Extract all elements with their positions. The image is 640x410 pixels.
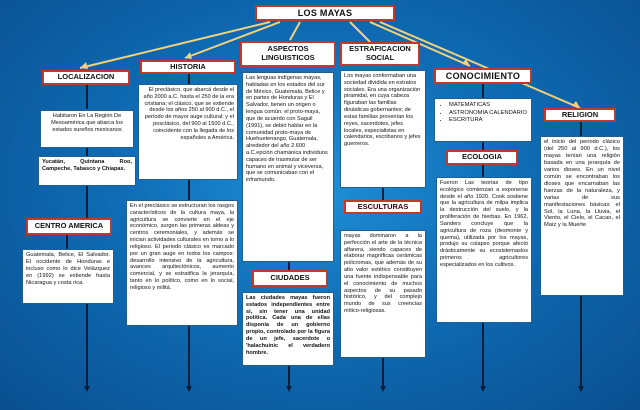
- ecologia-line: [482, 165, 484, 177]
- esculturas-header-text: ESCULTURAS: [357, 201, 409, 211]
- main-title: [255, 5, 395, 21]
- ciudades-box: [242, 292, 334, 366]
- ecologia-box: [436, 177, 532, 323]
- conocimiento-line-2: [482, 142, 484, 150]
- historia-header: [140, 60, 236, 74]
- aspectos-box: [242, 72, 334, 262]
- religion-header-text: RELIGION: [561, 109, 599, 119]
- ecologia-arrow-head: [480, 386, 486, 392]
- conocimiento-item: • ESCRITURA: [449, 117, 527, 125]
- historia-header-text: HISTORIA: [170, 61, 206, 71]
- esculturas-text: mayas dominaron a la perfección el arte de la técnica alfarera, siendo capaces de elaborar magníficas cerámicas policromas, que además de su alto valor estético constituyen una fuente indispensable para el conocimiento de muchos aspectos de su pasado histórico, y del complejo mundo de sus creencias mítico-religiosas.: [344, 233, 422, 314]
- conocimiento-line: [482, 84, 484, 98]
- connector-estrafic: [350, 22, 370, 42]
- aspectos-line: [288, 262, 290, 270]
- conocimiento-header: [434, 68, 532, 84]
- main-title-text: LOS MAYAS: [297, 7, 353, 18]
- historia-p2-text: En el preclásico se estructuran los rasgos característicos de la cultura maya, la agricultura se convierte en el eje económico, surgen las primeras aldeas y centros ceremoniales, y además se inician actividades culturales en torno a lo religioso. El periodo clásico es marcado por un gran auge en todos los campos: desarrollo intensivo de la agricultura, avances arquitectónicos, aumento comercial, y se estratifica la jerarquía, tanto en lo político, como en lo social, religioso y militá.: [130, 203, 234, 291]
- localizacion-line-3: [86, 186, 88, 218]
- estrafic-line: [382, 188, 384, 200]
- ciudades-arrow-line: [288, 366, 290, 388]
- arrowhead-historia: [185, 52, 192, 59]
- estrafic-box: [340, 70, 426, 188]
- centro-america-text: Guatemala, Belice, El Salvador. El occidente de Honduras e incluso como lo dice Velázquez en (1992) se extiende hasta Nicaragua y costa rica.: [26, 252, 110, 286]
- historia-p2-box: [126, 200, 238, 326]
- esculturas-arrow-line: [382, 358, 384, 388]
- religion-arrow-line: [580, 296, 582, 388]
- aspectos-text: Las lenguas indígenas mayas, habladas en los estados del sur de México, Guatemala, Belice y en partes de Honduras y El Salvador, tienen un origen o lengua común: el proto-maya, que de acuerdo con Saguil (1991), se debió hablar en la comunidad proto-maya de Huehuetenango, Guatemala, alrededor del año 2.600 a.C.epción chamánica individuos capaces de trasmutar de ser humano en animal y viceversa, que se comunicaban con el inframundo.: [246, 75, 328, 184]
- ciudades-header-text: CIUDADES: [270, 273, 310, 283]
- estrafic-text: Los mayas conformaban una sociedad dividida en estratos sociales. Era una organización piramidal, en cuya cabeza figuraban las familias dinásticas gobernantes; de estas familias provenían los reyes, sacerdotes, jefes locales, especialistas en calendarios, escribanos y jefes guerreros.: [344, 73, 421, 148]
- historia-p1-text: El preclásico, que abarcá desde el año 2000 a.C. hasta el 250 de la era cristiana; el clásico, que se extiende desde los años 250 al 900 d.C., el período de mayor auge cultural; y el posclásico, del 900 al 1500 d.C., coincidente con la llegada de los españoles a América.: [143, 87, 234, 141]
- arrowhead-conocimiento: [462, 59, 470, 66]
- ciudades-text: Las ciudades mayas fueron estados independientes entre si, sin tener una unidad política. Cada una de ellas disponía de un gobierno propio, controlado por la figura de un jefe, sacerdote o 'halachuinic el verdadero hombre.: [246, 295, 330, 356]
- historia-line-2: [188, 180, 190, 200]
- arrowhead-localizacion: [80, 62, 88, 69]
- historia-arrow-line: [188, 326, 190, 388]
- estrafic-header-text: ESTRAFICACION SOCIAL: [349, 44, 411, 62]
- religion-box: [540, 136, 624, 296]
- historia-p1-box: [138, 84, 238, 180]
- localizacion-states-box: [38, 156, 136, 186]
- ecologia-text: Fueron Las teorías de tipo ecológico comienzan a exponerse desde el año 1920. Cook sostiene que la agricultura de milpa implica la destrucción del suelo, y la proliferación de hierbas. En 1962, Sanders concluye que la agricultura de roza (desmonte y quema), utilizada por los mayas, produjo su colapso porque afectó drásticamente su ecosistemaslos primeros agricultores especializados en los cultivos.: [440, 180, 528, 268]
- ecologia-arrow-line: [482, 323, 484, 388]
- centro-america-header: [26, 218, 112, 235]
- localizacion-intro-box: [40, 110, 134, 148]
- aspectos-header: [240, 41, 336, 67]
- centro-line: [66, 235, 68, 249]
- religion-line: [580, 122, 582, 136]
- centro-america-header-text: CENTRO AMERICA: [34, 221, 104, 231]
- arrowhead-religion: [572, 101, 580, 108]
- religion-header: [544, 108, 616, 122]
- religion-text: el inicio del periodo clásico (del 250 al 900 d.C.), los mayas tenían una religión basada en una jerarquía de varios dioses. En un nivel común se encontraban los dioses que encarnaban las fuerzas de la naturaleza, y varias de sus manifestaciones básicas: el Sol, la Luna, la Lluvia, el Viento, el Cielo, el Cacao, el Maíz y la Muerte: [544, 139, 620, 229]
- conocimiento-list: [435, 99, 531, 128]
- centro-america-box: [22, 249, 114, 304]
- historia-arrow-head: [186, 386, 192, 392]
- esculturas-header: [344, 200, 422, 214]
- historia-line: [188, 74, 190, 84]
- localizacion-line-2: [86, 148, 88, 156]
- esculturas-box: [340, 230, 426, 358]
- ecologia-header-text: ECOLOGIA: [461, 152, 502, 162]
- estrafic-header: [340, 42, 420, 66]
- localizacion-header: [42, 70, 130, 85]
- religion-arrow-head: [578, 386, 584, 392]
- connector-aspectos: [290, 22, 300, 40]
- localizacion-states-text: Yucatán, Quintana Roo, Campeche, Tabasco y Chiapas.: [42, 159, 132, 172]
- ciudades-arrow-head: [286, 386, 292, 392]
- conocimiento-header-text: CONOCIMIENTO: [445, 70, 521, 81]
- conocimiento-item: • MATEMATICAS: [449, 102, 527, 110]
- esculturas-arrow-head: [380, 386, 386, 392]
- conocimiento-box: [434, 98, 532, 142]
- localizacion-line: [86, 85, 88, 109]
- localizacion-intro-text: Habitaron En La Región De Mesoamérica que abarca los estados sureños mexicanos: [51, 113, 123, 133]
- centro-arrow-head: [84, 386, 90, 392]
- conocimiento-item: • ASTRONOMIA CALENDARIO: [449, 110, 527, 118]
- ciudades-header: [252, 270, 328, 287]
- ecologia-header: [446, 150, 518, 165]
- centro-arrow-line: [86, 304, 88, 388]
- aspectos-header-text: ASPECTOS LINGUISTICOS: [261, 44, 315, 62]
- localizacion-header-text: LOCALIZACION: [57, 72, 115, 82]
